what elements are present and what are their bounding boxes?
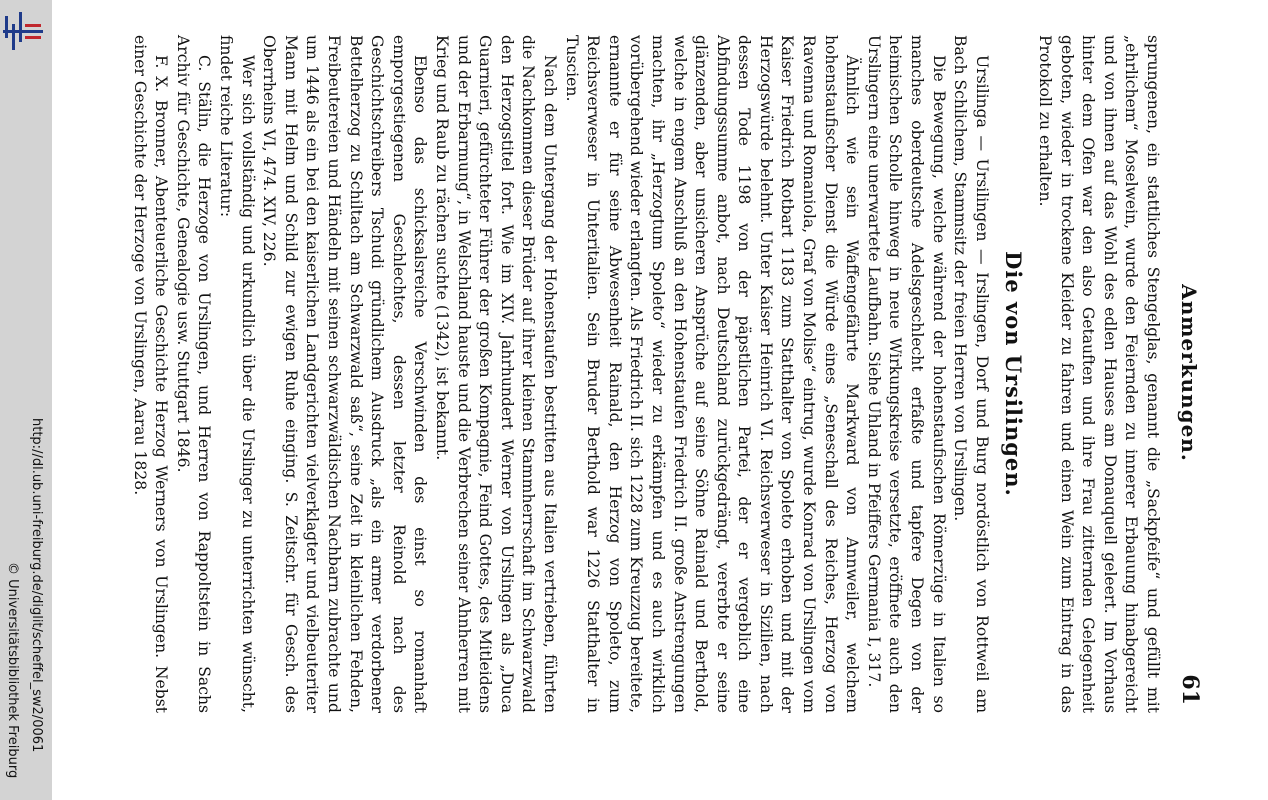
paragraph: Ebenso das schicksalsreiche Verschwinden des einst so romanhaft emporgestiegenen Geschlechtes, dessen letzter Reinold nach des Geschichtschreibers Tschudi gründlichem Ausdruck „als ein armer verdorbener Bettelherzog zu Schiltach am Schwarzwald saß“, seine Zeit in kleinlichen Fehden, Freibeutereien und Händeln mit seinen schwarzwäldischen Nachbarn zubrachte und um 1446 als ein bei den kaiserlichen Landgerichten vielverklagter und vielbeuteriter Mann mit Helm und Schild zur ewigen Ruhe einging. S. Zeitschr. für Gesch. des Oberrheins VI, 474. XIV, 226. (260, 35, 430, 713)
running-head: Anmerkungen. (1177, 284, 1201, 462)
copyright-text: © Universitätsbibliothek Freiburg (5, 562, 20, 779)
page-number: 61 (1177, 674, 1203, 705)
paragraph: Ursilinga — Ursilingen — Irslingen, Dorf und Burg nordöstlich von Rottweil am Bach Schlichem, Stammsitz der freien Herren von Urslingen. (951, 35, 991, 713)
paragraph: F. X. Bronner, Abenteuerliche Geschichte Herzog Werners von Urslingen. Nebst einer Geschichte der Herzoge von Urslingen, Aarau 1828. (130, 35, 171, 713)
paragraph: Nach dem Untergang der Hohenstaufen bestritten aus Italien vertrieben, führten die Nachkommen dieser Brüder auf ihrer kleinen Stammherrschaft im Schwarzwald den Herzogstitel fort. Wie im XIV. Jahrhundert Werner von Urslingen als „Duca Guarnieri, gefürchteter Führer der großen Kompagnie, Feind Gottes, des Mitleidens und der Erbarmung“, in Welschland hauste und die Verbrechen seiner Ahnherren mit Krieg und Raub zu rächen suchte (1342), ist bekannt. (433, 35, 559, 713)
viewer-sidebar (0, 0, 52, 800)
paragraph: Ähnlich wie sein Waffengefährte Markward von Annweiler, welchem hohenstaufischer Dienst die Würde eines „Seneschall des Reiches, Herzog von Ravenna und Romaniola, Graf von Molise“ eintrug, wurde Konrad von Urslingen vom Kaiser Friedrich Rotbart 1183 zum Statthalter von Spoleto erhoben und mit der Herzogswürde belehnt. Unter Kaiser Heinrich VI. Reichsverweser in Sizilien, nach dessen Tode 1198 von der päpstlichen Partei, der er vergeblich eine Abfindungssumme anbot, nach Deutschland zurückgedrängt, vererbte er seine glänzenden, aber unsicheren Ansprüche auf seine Söhne Rainald und Berthold, welche in engem Anschluß an den Hohenstaufen Friedrich II. große Anstrengungen machten, ihr „Herzogtum Spoleto“ wieder zu erkämpfen und es auch wirklich vorübergehend wieder erlangten. Als Friedrich II. sich 1228 zum Kreuzzug bereitete, ernannte er für seine Abwesenheit Rainald, den Herzog von Spoleto, zum Reichsverweser in Unteritalien. Sein Bruder Berthold war 1226 Statthalter in Tuscien. (562, 35, 862, 713)
book-page (130, 23, 1205, 723)
viewer-credits (0, 0, 52, 800)
paragraph: Wer sich vollständig und urkundlich über die Urslinger zu unterrichten wünscht, findet reiche Literatur: (217, 35, 257, 713)
paragraph: C. Stälin, die Herzoge von Urslingen, und Herren von Rappoltstein in Sachs Archiv für Geschichte, Genealogie usw. Stuttgart 1846. (173, 35, 214, 713)
permalink-link[interactable]: http://dl.ub.uni-freiburg.de/diglit/scheffel_sw2/0061 (29, 418, 44, 753)
page-header (1165, 23, 1205, 723)
page-scan (130, 23, 1250, 793)
paragraph: Die Bewegung, welche während der hohenstaufischen Römerzüge in Italien so manches oberdeutsche Adelsgeschlecht erfaßte und tapfere Degen von der heimischen Scholle hinweg in neue Wirkungskreise versetzte, eröffnete auch den Urslingern eine unerwartete Laufbahn. Siehe Uhland in Pfeiffers Germania I, 317. (864, 35, 948, 713)
section-title: Die von Ursilingen. (1001, 251, 1027, 497)
intro-paragraph: sprungenen, ein stattliches Stengelglas, genannt die „Sackpfeife“ und gefüllt mit „ehrlichem“ Moselwein, wurde den Feiernden zu innerer Erbauung hinabgereicht und von ihnen auf das Wohl des edlen Hauses am Donauquell geleert. Im Vorhaus hinter dem Ofen war den also Getauften und ihre Frau zitternden Gelegenheit geboten, wieder in trockene Kleider zu fahren und einen Wein zum Eintrag in das Protokoll zu erhalten. (1036, 35, 1162, 713)
page-body (130, 35, 1163, 713)
